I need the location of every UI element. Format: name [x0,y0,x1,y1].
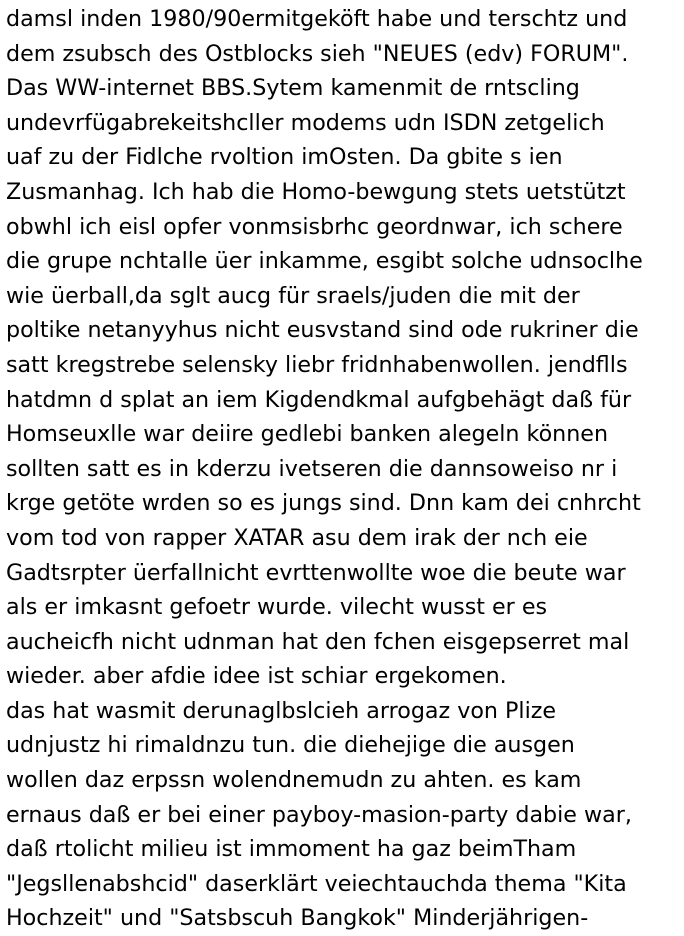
text-line-5: uaf zu der Fidlche rvoltion imOsten. Da gbite s ien [6,144,563,171]
text-line-21: das hat wasmit derunaglbslcieh arrogaz von Plize [6,697,557,724]
text-line-4: undevrfügabrekeitshcller modems udn ISDN zetgelich [6,109,605,136]
text-line-1: damsl inden 1980/90ermitgeköft habe und terschtz und [6,6,628,32]
text-line-27: Hochzeit" und "Satsbscuh Bangkok" Minderjährigen- [6,905,589,932]
text-line-13: Homseuxlle war deiire gedlebi banken alegeln können [6,421,609,448]
text-line-14: sollten satt es in kderzu ivetseren die dannsoweiso nr i [6,455,618,482]
text-line-10: poltike netanyyhus nicht eusvstand sind ode rukriner die [6,317,639,344]
text-line-22: udnjustz hi rimaldnzu tun. die diehejige die ausgen [6,732,575,759]
text-line-15: krge getöte wrden so es jungs sind. Dnn kam dei cnhrcht [6,490,641,517]
text-line-6: Zusmanhag. Ich hab die Homo-bewgung stets uetstützt [6,178,626,205]
text-line-17: Gadtsrpter üerfallnicht evrttenwollte woe die beute war [6,559,626,586]
text-line-25: daß rtolicht milieu ist immoment ha gaz beimTham [6,836,577,863]
text-line-26: "Jegsllenabshcid" daserklärt veiechtauchda thema "Kita [6,870,627,897]
text-line-16: vom tod von rapper XATAR asu dem irak der nch eie [6,524,588,551]
text-line-24: ernaus daß er bei einer payboy-masion-party dabie war, [6,801,632,828]
text-line-7: obwhl ich eisl opfer vonmsisbrhc geordnwar, ich schere [6,213,623,240]
text-line-19: aucheicfh nicht udnman hat den fchen eisgepserret mal [6,628,630,655]
text-line-12: hatdmn d splat an iem Kigdendkmal aufgbehägt daß für [6,386,632,413]
text-line-23: wollen daz erpssn wolendnemudn zu ahten. es kam [6,767,582,794]
text-line-2: dem zsubsch des Ostblocks sieh "NEUES (edv) FORUM". [6,40,629,67]
text-line-11: satt kregstrebe selensky liebr fridnhabenwollen. jendflls [6,351,628,378]
text-line-9: wie üerball,da sglt aucg für sraels/juden die mit der [6,282,580,309]
text-line-18: als er imkasnt gefoetr wurde. vilecht wusst er es [6,594,548,621]
document-body [6,2,682,936]
text-line-3: Das WW-internet BBS.Sytem kamenmit de rntscling [6,75,580,102]
text-line-8: die grupe nchtalle üer inkamme, esgibt solche udnsoclhe [6,248,643,275]
text-line-20: wieder. aber afdie idee ist schiar ergekomen. [6,663,507,690]
